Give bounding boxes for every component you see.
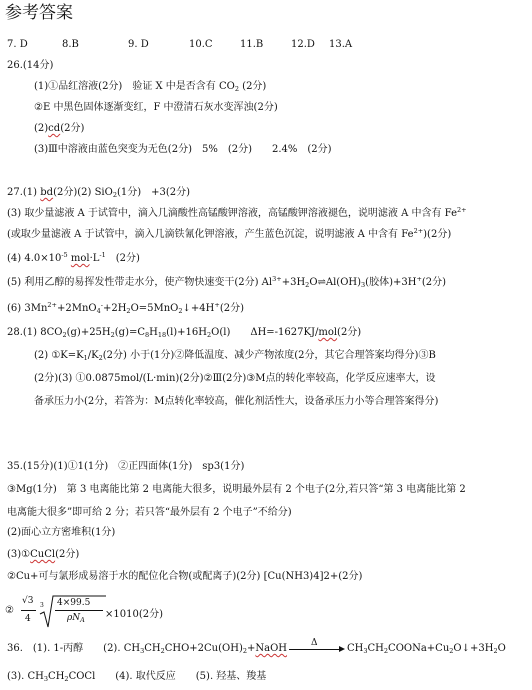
q36-l: 2	[383, 647, 389, 655]
q26-line1-sub: 2	[234, 85, 239, 93]
mc-answer-9: 9. D	[128, 39, 149, 50]
q36-k: CH	[367, 643, 384, 654]
q28-line1	[7, 327, 361, 339]
q26-line4: (3)Ⅲ中溶液由蓝色突变为无色(2分) 5% (2分) 2.4% (2分)	[34, 144, 332, 155]
q27-line6-d: 4	[96, 307, 101, 315]
q27-line1-bd: bd	[40, 187, 54, 198]
q26-line3-answer: cd	[48, 123, 61, 134]
q36-line2	[7, 671, 266, 683]
q26-line3-score: (2分)	[60, 123, 85, 134]
q28-line1-k: O(l)	[211, 327, 251, 338]
q36-l2c: CH	[48, 671, 65, 682]
q27-line2-sup: 2+	[457, 206, 467, 214]
heat-arrow	[287, 638, 347, 655]
formula-tail: ×1010(2分)	[105, 609, 163, 620]
q28-line1-c: (g)+25H	[66, 327, 111, 338]
q27-line5-g: (胶体)+3H	[365, 277, 417, 288]
q27-line5-h: +	[416, 275, 422, 283]
q36-j: 3	[363, 647, 368, 655]
q28-line1-d: 2	[110, 331, 115, 339]
formula-cube-index: 3	[40, 602, 44, 609]
q36-line1	[7, 638, 506, 655]
q36-q: O	[497, 643, 506, 654]
mc-answer-8: 8.B	[62, 39, 79, 50]
q27-line6-k: +	[214, 301, 220, 309]
q36-g: +	[246, 643, 256, 654]
q26-line3	[34, 123, 84, 135]
q28-line2-b: 1	[83, 354, 88, 362]
formula-rho-n	[67, 613, 85, 623]
q36-l2b: 3	[43, 675, 49, 683]
q27-line3-score: )(2分)	[423, 229, 452, 240]
formula-fraction-bar-1	[21, 610, 36, 611]
q27-line5-c: +3H	[281, 277, 306, 288]
density-formula	[5, 594, 185, 630]
q36-i: CH	[347, 643, 364, 654]
q36-f: 2	[242, 647, 247, 655]
q28-line2-c: /K	[87, 350, 99, 361]
q35-line3: 电离能大很多”即可给 2 分；若只答“最外层有 2 个电子”不给分)	[7, 507, 292, 518]
q28-line1-score: (2分)	[337, 327, 362, 338]
q27-line6-c: +2MnO	[56, 303, 97, 314]
q27-line5-f: 3	[361, 281, 366, 289]
q27-line6-l: (2分)	[219, 303, 244, 314]
q36-l2d: 2	[64, 675, 69, 683]
q27-line5-e: O⇌Al(OH)	[309, 277, 362, 288]
heat-arrow-shaft	[289, 649, 339, 650]
q27-line6-b: 2+	[47, 301, 57, 309]
formula-sqrt3: √3	[22, 596, 34, 606]
q35-line6: ②Cu+可与氯形成易溶于水的配位化合物(或配离子)(2分) [Cu(NH3)4]2+(2分)	[7, 571, 363, 582]
q27-line4-l: ·L	[89, 253, 100, 264]
q28-line3: (2分)(3) ①0.0875mol/(L·min)(2分)②Ⅲ(2分)③M点的转化率较高，化学反应速率大，设	[34, 373, 436, 384]
q27-line3-sup: 2+	[413, 227, 424, 235]
q36-a: 36. (1). 1-丙醇 (2). CH	[7, 643, 141, 654]
q35-line5-cucl: CuCl	[30, 549, 56, 560]
q36-naoh: NaOH	[255, 643, 288, 654]
q36-n: 2	[449, 647, 454, 655]
q35-line5-a: (3)①	[7, 549, 31, 560]
q27-line4-sup2: -1	[99, 251, 106, 259]
q36-e: CHO+2Cu(OH)	[164, 643, 243, 654]
mc-answer-13: 13.A	[329, 39, 353, 50]
q27-line5-d: 2	[305, 281, 310, 289]
formula-numerator: 4×99.5	[57, 598, 91, 608]
q28-line2	[34, 350, 436, 362]
page-title: 参考答案	[5, 3, 73, 23]
q27-line4-score: (2分)	[115, 253, 140, 264]
q27-line4-a: (4) 4.0×10	[7, 253, 62, 264]
q27-line6-a: (6) 3Mn	[7, 303, 48, 314]
q27-line6-h: O=5MnO	[130, 303, 179, 314]
q28-line1-e: (g)=C	[114, 327, 146, 338]
q27-line5-a: (5) 利用乙醇的易挥发性带走水分，使产物快速变干(2分) Al	[7, 277, 273, 288]
formula-denominator-4: 4	[25, 614, 31, 624]
q27-line4-sup1: -5	[61, 251, 68, 259]
q26-line1-score: (2分)	[242, 81, 267, 92]
q28-line1-h: 18	[157, 331, 167, 339]
q27-line5	[7, 277, 446, 289]
q26-line2: ②E 中黑色固体逐渐变红，F 中澄清石灰水变浑浊(2分)	[34, 102, 278, 113]
q27-line6-i: 2	[178, 307, 183, 315]
q28-line1-j: 2	[207, 331, 212, 339]
q27-line2	[7, 208, 467, 220]
mc-answer-11: 11.B	[240, 39, 264, 50]
q27-line1	[7, 187, 190, 199]
q36-d: 2	[160, 647, 165, 655]
q35-line5	[7, 549, 79, 561]
q27-line1-sub: 2	[112, 191, 117, 199]
q27-line6-f: +2H	[102, 303, 127, 314]
q35-line1: 35.(15分)(1)①1(1分) ②正四面体(1分) sp3(1分)	[7, 461, 245, 472]
q27-line6	[7, 303, 244, 315]
q28-line1-b: 2	[62, 331, 67, 339]
q27-line4-mol: mol	[70, 253, 90, 264]
q28-line2-d: 2	[98, 354, 103, 362]
heat-symbol: Δ	[311, 638, 318, 648]
q36-c: CH	[144, 643, 161, 654]
mc-answer-7: 7. D	[7, 39, 28, 50]
q27-line1-e: (1分) +3(2分)	[116, 187, 191, 198]
q27-line1-a: 27.(1)	[7, 187, 38, 198]
formula-circle: ②	[5, 605, 14, 616]
q26-heading: 26.(14分)	[7, 60, 54, 71]
q28-line1-dh: ΔH=-1627KJ/	[250, 327, 319, 338]
q27-line1-c: (2分)(2) SiO	[53, 187, 113, 198]
q36-m: COONa+Cu	[388, 643, 450, 654]
q27-line5-i: (2分)	[421, 277, 447, 288]
q28-line4: 备承压力小(2分，若答为：M点转化率较高，催化剂活性大，设备承压力小等合理答案得分)	[34, 396, 439, 407]
q27-line3	[7, 229, 451, 241]
formula-fraction-bar-2	[55, 610, 103, 611]
q26-line1	[34, 81, 266, 93]
q36-o: O↓+3H	[453, 643, 494, 654]
q36-p: 2	[493, 647, 498, 655]
q27-line5-b: 3+	[272, 275, 282, 283]
formula-rho-n-sub: A	[80, 616, 85, 624]
q28-line1-mol: mol	[318, 327, 338, 338]
q27-line2-text: (3) 取少量滤液 A 于试管中，滴入几滴酸性高锰酸钾溶液，高锰酸钾溶液褪色，说明滤液 A 中含有 Fe	[7, 208, 457, 219]
q27-line6-g: 2	[126, 307, 131, 315]
q35-line5-score: (2分)	[55, 549, 80, 560]
q27-line6-e: -	[100, 301, 103, 309]
q35-line4: (2)面心立方密堆积(1分)	[7, 527, 116, 538]
heat-arrow-head	[339, 646, 345, 652]
q27-line4	[7, 253, 140, 265]
q36-l2a: (3). CH	[7, 671, 44, 682]
q27-line6-j: ↓+4H	[182, 303, 215, 314]
mc-answer-12: 12.D	[291, 39, 315, 50]
q28-line1-i: (l)+16H	[166, 327, 207, 338]
mc-answer-10: 10.C	[189, 39, 213, 50]
q35-line2: ③Mg(1分) 第 3 电离能比第 2 电离能大很多，说明最外层有 2 个电子(2分,若只答“第 3 电离能比第 2	[7, 484, 466, 495]
q26-line3-num: (2)	[34, 123, 49, 134]
q27-line3-text: (或取少量滤液 A 于试管中，滴入几滴铁氰化钾溶液，产生蓝色沉淀，说明滤液 A 中含有 Fe	[7, 229, 414, 240]
q36-b: 3	[140, 647, 145, 655]
q36-l2e: COCl (4). 取代反应 (5). 羟基、羧基	[68, 671, 267, 682]
q28-line1-g: H	[149, 327, 158, 338]
q28-line2-e: (2分) 小于(1分)②降低温度、减少产物浓度(2分，其它合理答案均得分)③B	[102, 350, 436, 361]
q26-line1-text: (1)①品红溶液(2分) 验证 X 中是否含有 CO	[34, 81, 235, 92]
q28-line2-a: (2) ①K=K	[34, 350, 84, 361]
q28-line1-a: 28.(1) 8CO	[7, 327, 63, 338]
formula-rho-n-text: ρN	[67, 613, 81, 623]
q28-line1-f: 8	[145, 331, 150, 339]
